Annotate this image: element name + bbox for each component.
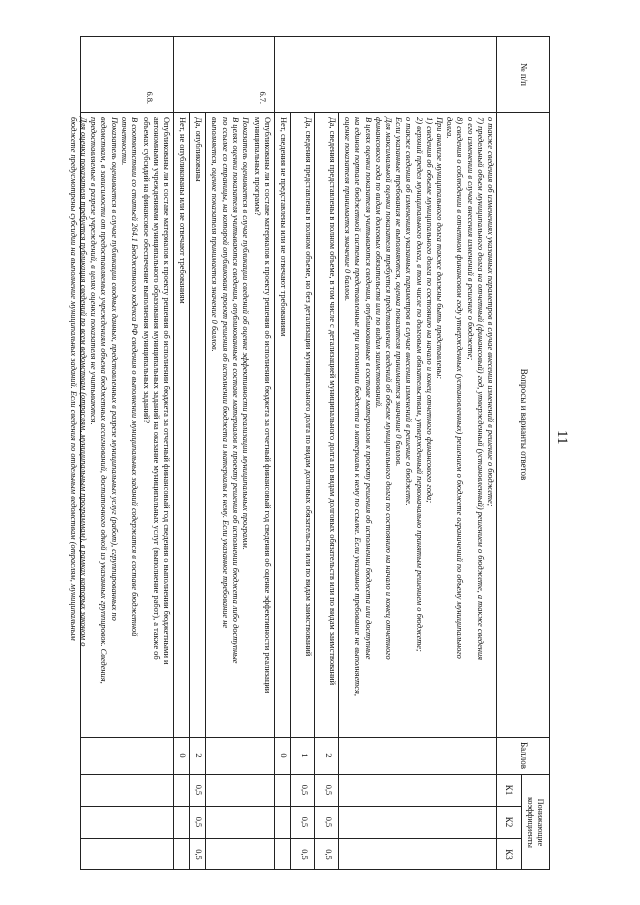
no-points-6-7: 0 — [178, 753, 187, 758]
text-line: долга. — [445, 117, 455, 139]
row-b-points: 1 — [300, 753, 309, 758]
text-line: предоставляемые в разрезе учреждений, в целях оценки показателя не учитываются. — [89, 117, 99, 425]
text-line: Опубликованы ли в составе материалов к проекту решения об исполнении бюджета за отчетный финансовый год сведения о выполнении бюджетными и — [162, 117, 171, 665]
page-number: 11 — [554, 430, 570, 445]
row-divider — [189, 112, 190, 869]
answer-row-nodetail: Да, сведения представлены в полном объеме, но без детализации муниципального долга по видам долговых обязательств или по видам заимствований — [304, 117, 313, 657]
text-line: 1) сведения об объеме муниципального долга по состоянию на начало и конец отчетного финансового года; — [424, 117, 434, 503]
header-k3: К3 — [504, 849, 514, 860]
row-divider — [314, 112, 315, 869]
text-line: о также сведения об изменениях указанных параметров в случае внесения изменений в решение о бюджете. — [404, 117, 414, 506]
text-line: Для оценки показателя требуется публикация сведений по всем ведомствам (отраслям, муниципальным программам), в рамках которых законом о — [78, 117, 88, 647]
row-a-k1: 0,5 — [324, 784, 333, 796]
text-line: выполняется, оценке показателя принимается значение 0 баллов. — [210, 117, 220, 352]
text-line: 7) предельный объем муниципального долга на отчетный (финансовый) год, утвержденный (установленный) решением о бюджете, а также сведения — [475, 117, 485, 661]
text-line: Показатель оценивается в случае публикации сводных данных, представленных в разрезе муниципальных услуг (работ), сгруппированных по — [109, 117, 119, 621]
header-coefficients: Понижающие коэффициенты — [526, 797, 545, 848]
row-b-k2: 0,5 — [300, 816, 309, 828]
text-line: по ссылке со страницы, на которой опубликован проект решения об исполнении бюджета и материалы к нему. Если указанное требование не — [220, 117, 230, 629]
col-divider — [81, 774, 549, 775]
text-line: оценке показателя принимается значение 0 баллов. — [343, 117, 353, 302]
text-line: 8) сведения о соблюдении в отчетном финансовом году утвержденных (установленных) решением о бюджете ограничений по объему муниципального — [455, 117, 465, 659]
criteria-table — [68, 36, 550, 870]
text-line: автономными учреждениями муниципального образования муниципальных заданий на оказание муниципальных услуг (выполнение работ), а также об — [151, 117, 161, 660]
header-num: № п/п — [519, 63, 529, 86]
header-k1: К1 — [504, 784, 514, 796]
answer-row-no: Нет, сведения не представлены или не отвечают требованиям — [279, 117, 288, 337]
yes-points-6-7: 2 — [194, 753, 203, 758]
yes-k1-6-7: 0,5 — [194, 784, 203, 796]
text-line: Показатель оценивается в случае публикации сведений об оценке эффективности реализации муниципальных программ. — [241, 117, 250, 550]
header-points: Баллов — [519, 742, 529, 769]
text-line: ведомствам, в зависимости от предоставляемых учреждениям объема бюджетных ассигнований, достаточного одной из указанных группировок. Сведения, — [99, 117, 109, 684]
text-line: В целях оценки показателя учитываются сведения, опубликованные в составе материалов к проекту решения об исполнении бюджета или доступные — [363, 117, 373, 660]
text-line: на едином портале бюджетной системы представленные при исполнении бюджета и материалы к нему по ссылке. Если указанное требование не выполняется, — [353, 117, 363, 696]
row-a-k2: 0,5 — [324, 816, 333, 828]
row-divider — [338, 112, 339, 869]
col-divider — [81, 737, 549, 738]
section-divider — [173, 37, 174, 869]
text-line: финансового года по видам долговых обязательств или по видам заимствований. — [373, 117, 383, 409]
text-line: В целях оценки показателя учитываются сведения, опубликованные в составе материалов к проекту решения об исполнении бюджета либо доступные — [230, 117, 240, 664]
yes-k3-6-7: 0,5 — [194, 849, 203, 860]
note-6-7 — [209, 117, 250, 732]
answer-no-6-7: Нет, не опубликованы или не отвечают требованиям — [178, 117, 187, 304]
block-text — [342, 117, 495, 732]
text-line: бюджете предусмотрены субсидии на выполнение муниципальных заданий. Если сведения по отдельным ведомствам (отраслям, муниципальным — [68, 117, 78, 641]
row-a-k3: 0,5 — [324, 849, 333, 860]
header-divider — [521, 774, 522, 869]
text-line: 2) верхний предел муниципального долга, в том числе по долговым обязательствам, утвержденный первоначально принятым решением о бюджете; — [414, 117, 424, 652]
text-line: о также сведения об изменениях указанных параметров в случае внесения изменений в решение о бюджете; — [486, 117, 495, 507]
question-6-8 — [140, 117, 171, 732]
text-line: Для максимальной оценки показателя требуется представление сведений об объеме муниципального долга по состоянию на начало и конец отчетного — [383, 117, 393, 660]
question-6-7: Опубликованы ли в составе материалов к проекту решения об исполнении бюджета за отчетный финансовый год сведения об оценке эффективности реализации муниципальных программ? — [252, 117, 272, 694]
header-questions: Вопросы и варианты ответов — [519, 368, 529, 481]
text-line: объемах субсидий на финансовое обеспечение выполнения муниципальных заданий? — [141, 117, 151, 424]
col-divider — [81, 112, 549, 113]
text-line: о его изменении в случае внесения изменений в решение о бюджете; — [465, 117, 475, 361]
yes-k2-6-7: 0,5 — [194, 816, 203, 828]
text-line: При анализе муниципального долга также должны быть представлены: — [434, 117, 444, 380]
text-line: В соответствии со статьей 264.1 Бюджетного кодекса РФ сведения о выполнении муниципальных заданий содержатся в составе бюджетной — [130, 117, 139, 637]
note-6-8 — [68, 117, 139, 732]
item-number-6-8: 6.8. — [145, 91, 154, 104]
row-a-points: 2 — [324, 753, 333, 758]
header-k2: К2 — [504, 816, 514, 828]
row-divider — [290, 112, 291, 869]
section-divider — [274, 37, 275, 869]
row-b-k1: 0,5 — [300, 784, 309, 796]
row-c-points: 0 — [279, 753, 288, 758]
answer-row-detailed: Да, сведения представлены в полном объеме, в том числе с детализацией муниципального долга по видам долговых обязательств или по видам заимствований — [328, 117, 337, 686]
answer-yes-6-7: Да, опубликованы — [194, 117, 203, 182]
text-line: Если указанные требования не выполняются, оценка показателя принимается значение 0 баллов. — [394, 117, 404, 467]
row-b-k3: 0,5 — [300, 849, 309, 860]
row-divider — [205, 112, 206, 869]
table-header — [496, 37, 549, 869]
text-line: отчетности. — [119, 117, 129, 166]
item-number-6-7: 6.7. — [258, 91, 267, 104]
